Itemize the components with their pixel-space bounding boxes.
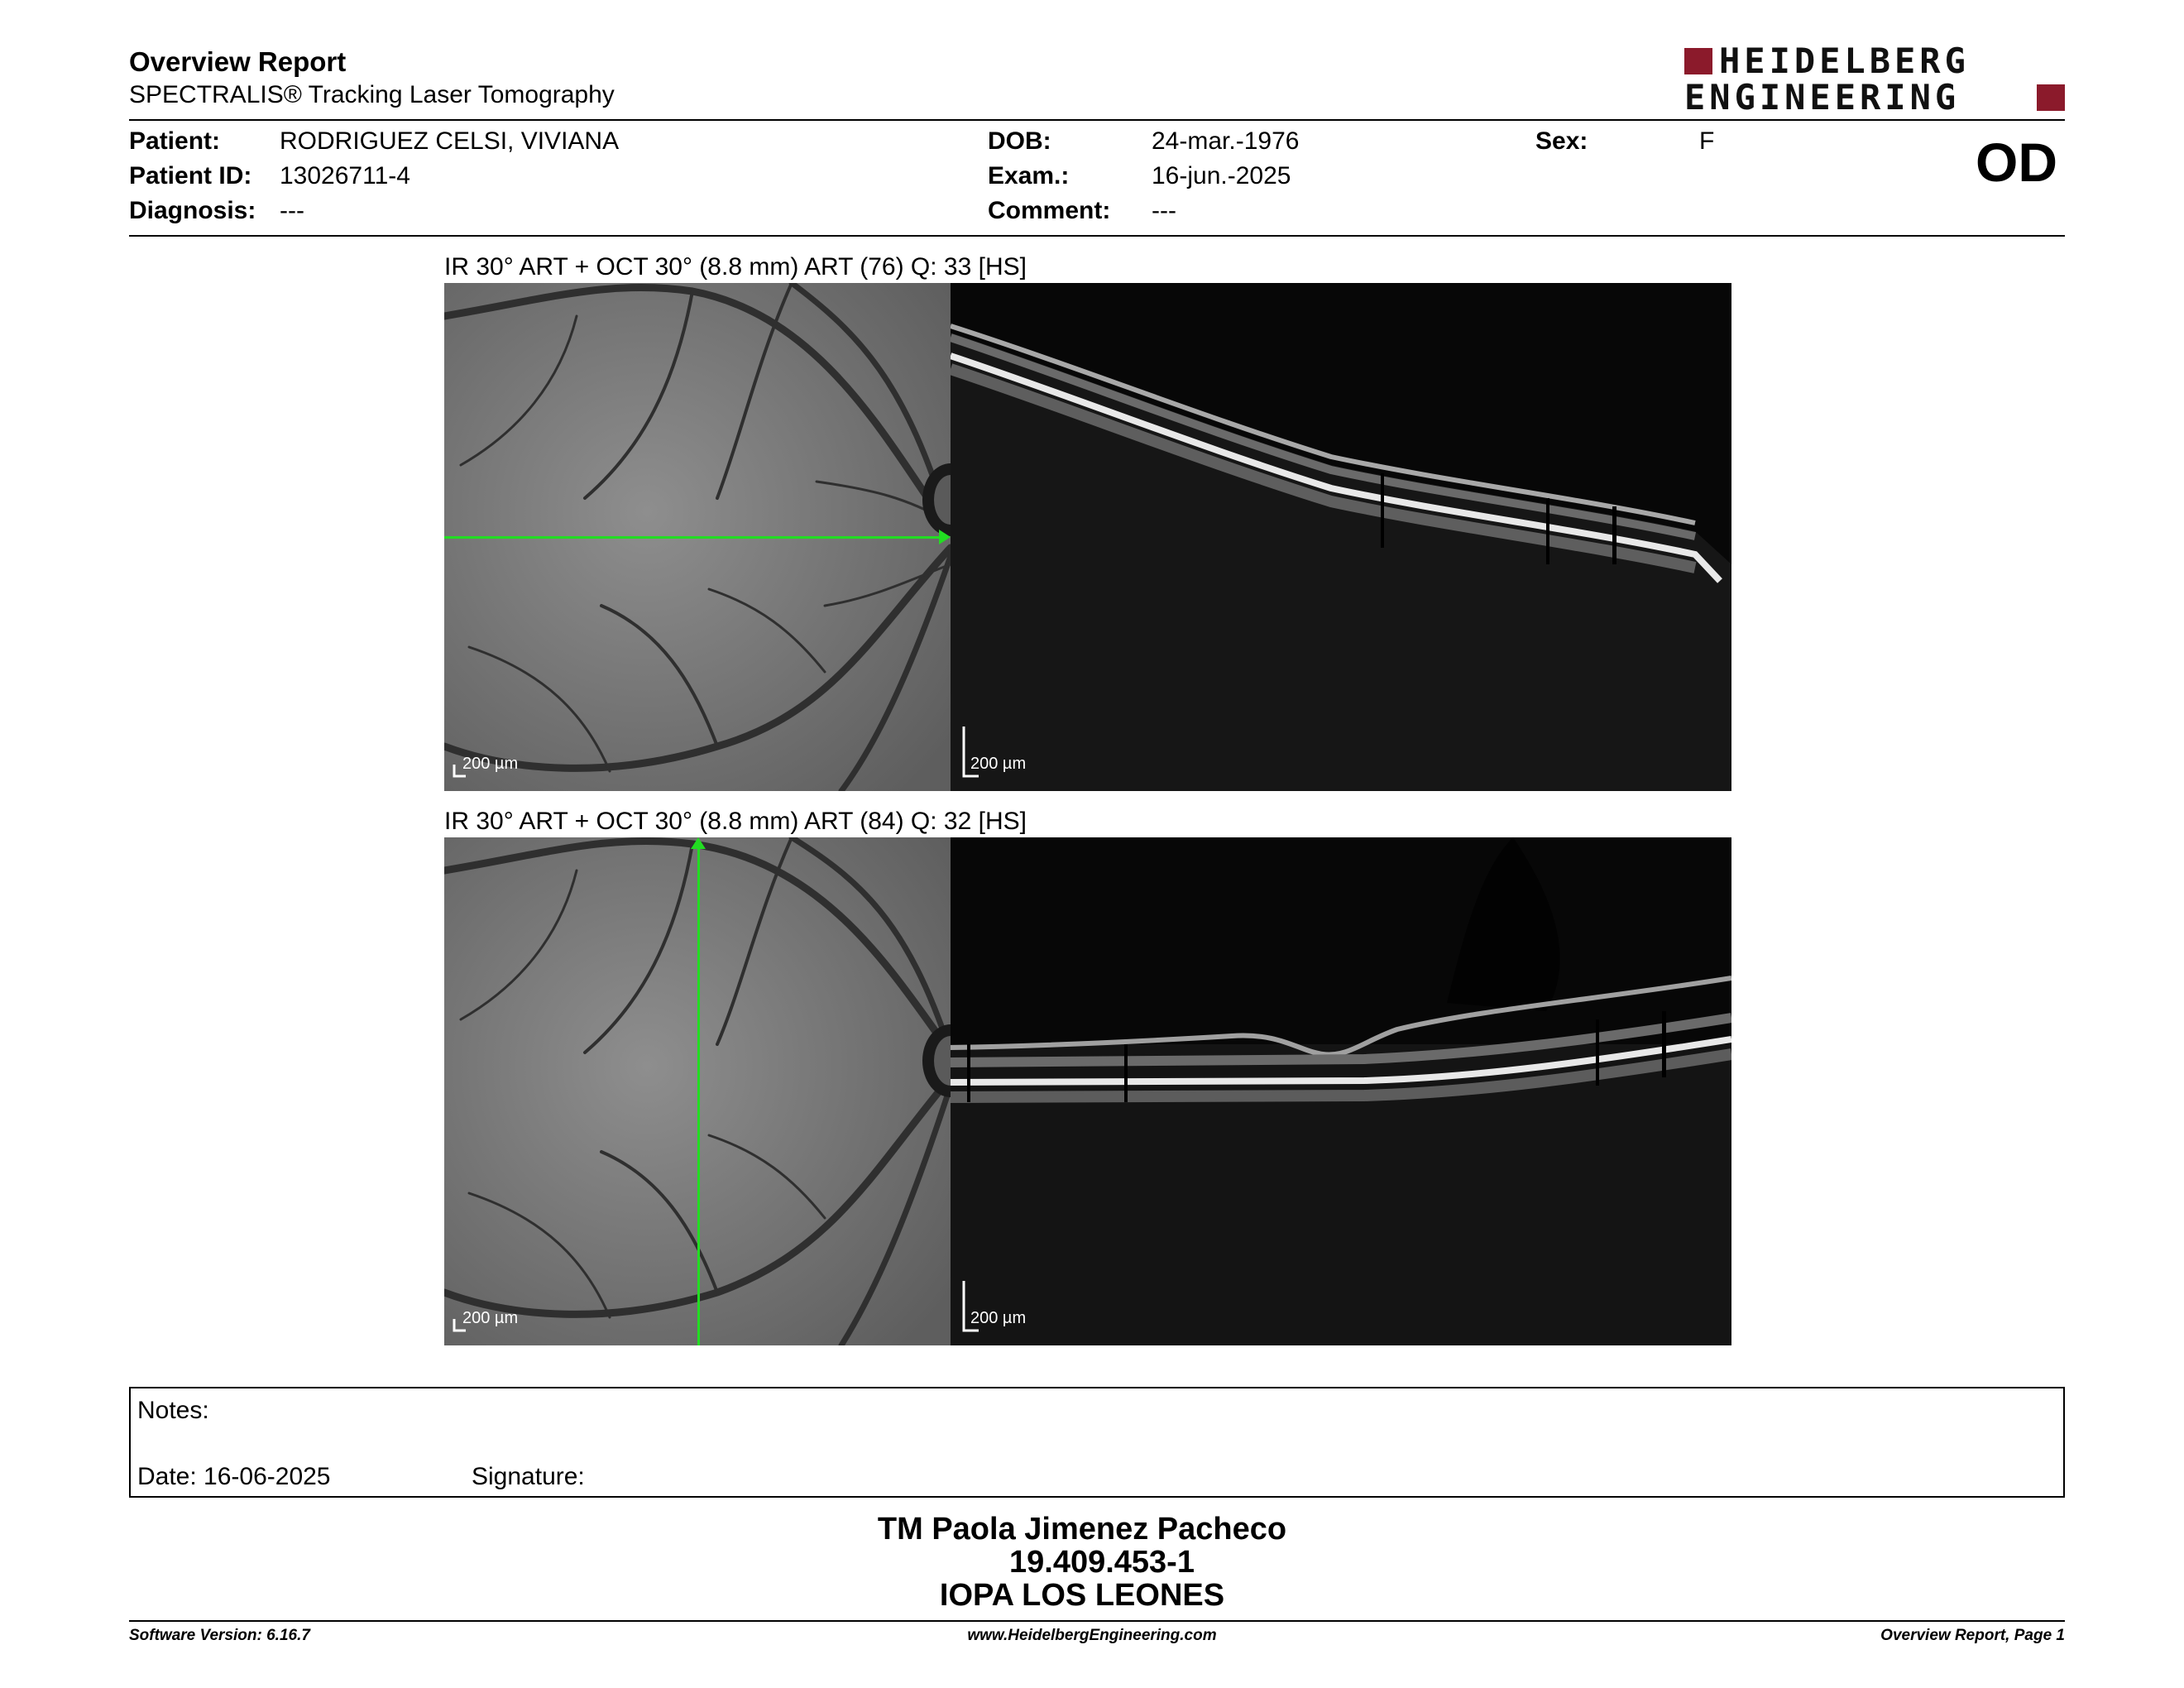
notes-label: Notes: [137,1397,209,1424]
scan-1-bscan-drawing [951,283,1731,791]
comment-value: --- [1152,197,1176,224]
scan-2-arrow-icon [691,837,706,849]
page-indicator: Overview Report, Page 1 [1880,1627,2065,1644]
dob-label: DOB: [988,127,1051,155]
dob-value: 24-mar.-1976 [1152,127,1300,155]
notes-box [129,1387,2065,1498]
scan-1-fundus-scale: 200 µm [462,755,519,773]
signatory-org: IOPA LOS LEONES [939,1578,1225,1613]
scan-2-bscan-scale: 200 µm [970,1309,1027,1327]
logo-square-right [2037,84,2065,111]
diagnosis-value: --- [280,197,304,224]
patient-name: RODRIGUEZ CELSI, VIVIANA [280,127,620,155]
scan-2-fundus-image [444,837,951,1345]
sex-value: F [1699,127,1715,155]
footer-rule [129,1620,2065,1622]
eye-indicator: OD [1976,132,2057,193]
report-subtitle: SPECTRALIS® Tracking Laser Tomography [129,81,615,108]
scan-1-scan-line [444,536,941,539]
scan-2-oct-bscan [951,837,1731,1345]
signatory-id: 19.409.453-1 [1009,1545,1195,1580]
patient-label: Patient: [129,127,221,155]
header-rule [129,119,2065,121]
scan-2-bscan-drawing [951,837,1731,1345]
scan-1-fundus-image [444,283,951,791]
scan-2-fundus-scale: 200 µm [462,1309,519,1327]
scan-1-arrow-icon [939,530,951,544]
scan-1-bscan-scale: 200 µm [970,755,1027,773]
info-rule [129,235,2065,237]
exam-label: Exam.: [988,162,1070,189]
website-link[interactable]: www.HeidelbergEngineering.com [967,1627,1217,1644]
patient-id: 13026711-4 [280,162,410,189]
logo-square-left [1684,48,1712,74]
report-title: Overview Report [129,46,347,77]
software-version: Software Version: 6.16.7 [129,1627,310,1644]
heidelberg-logo [1684,41,2065,117]
comment-label: Comment: [988,197,1111,224]
logo-line-2: ENGINEERING [1684,77,1961,117]
scan-2-scan-line [697,847,700,1345]
diagnosis-label: Diagnosis: [129,197,256,224]
signatory-name: TM Paola Jimenez Pacheco [877,1512,1287,1547]
sex-label: Sex: [1535,127,1588,155]
date-label: Date: 16-06-2025 [137,1463,331,1490]
logo-line-1: HEIDELBERG [1719,41,1970,81]
scan-2-label: IR 30° ART + OCT 30° (8.8 mm) ART (84) Q: 32 [HS] [444,808,1027,835]
scan-1-label: IR 30° ART + OCT 30° (8.8 mm) ART (76) Q: 33 [HS] [444,253,1027,281]
scan-1-oct-bscan [951,283,1731,791]
exam-value: 16-jun.-2025 [1152,162,1291,189]
signature-label: Signature: [472,1463,585,1490]
patient-id-label: Patient ID: [129,162,252,189]
